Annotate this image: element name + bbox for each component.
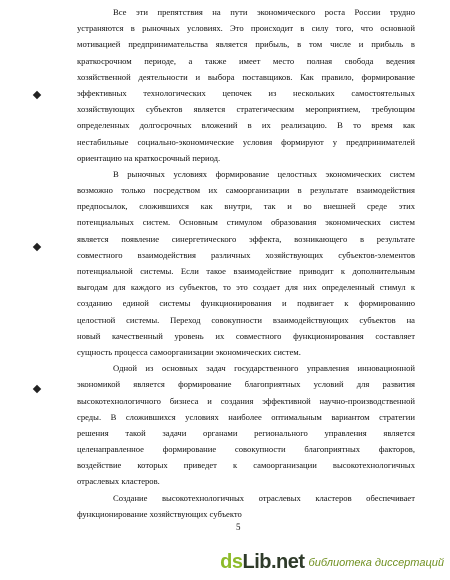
margin-mark: [33, 243, 41, 251]
text-line: краткосрочном периоде, а также имеет место полная свобода ведения: [77, 55, 415, 66]
text-line: решения такой задачи органами регионального управления является: [77, 427, 415, 438]
body-text: [77, 4, 415, 522]
text-line: сущность процесса самоорганизации экономических систем.: [77, 346, 301, 357]
text-line: потенциальной системы. Если такое взаимодействие приводит к дополнительным: [77, 266, 415, 276]
text-line: предпосылок, сложившихся как внутри, так и во внешней среде этих: [77, 201, 415, 212]
text-line: устраняются в рыночных условиях. Это происходит в силу того, что основной: [77, 23, 415, 34]
text-line: хозяйствующих субъектов является стратегическим мероприятием, требующим: [77, 104, 415, 115]
watermark-logo-suffix: Lib.net: [242, 551, 305, 573]
text-line: потенциальных систем. Основным стимулом образования экономических систем: [77, 217, 415, 228]
text-line: целенаправленное формирование совокупности благоприятных факторов,: [77, 444, 415, 455]
text-line: хозяйственной деятельности и выбора поставщиков. Как правило, формирование: [77, 71, 415, 82]
margin-mark: [33, 385, 41, 393]
paragraph-1: [77, 4, 415, 166]
text-line: воздействие которых приведет к самоорганизации высокотехнологичных: [77, 460, 415, 471]
text-line: нестабильные социально-экономические условия формируют у предпринимателей: [77, 136, 415, 147]
text-line: выгодам для каждого из субъектов, то это создает для них определенный стимул к: [77, 282, 415, 293]
text-line: новый качественный уровень их совместного функционирования составляет: [77, 330, 415, 341]
text-line: мотивацией предпринимательства является прибыль, в том числе и прибыль в: [77, 39, 415, 50]
text-line: функционирование хозяйствующих субъекто: [77, 508, 242, 519]
paragraph-3: [77, 360, 415, 490]
text-line: высокотехнологичного бизнеса и создания эффективной научно-производственной: [77, 395, 415, 406]
watermark-logo-prefix: ds: [220, 551, 243, 573]
text-line: совместного взаимодействия различных хозяйствующих субъектов-элементов: [77, 249, 415, 260]
text-line: среды. В сложившихся условиях наиболее оптимальным вариантом стратегии: [77, 411, 415, 422]
text-line: возможно только посредством их самоорганизации в результате взаимодействия: [77, 185, 415, 196]
text-line: экономикой является формирование благоприятных условий для развития: [77, 379, 415, 390]
text-line: Все эти препятствия на пути экономического роста России трудно: [113, 7, 415, 17]
text-line: В рыночных условиях формирование целостных экономических систем: [113, 168, 415, 179]
text-line: Создание высокотехнологичных отраслевых кластеров обеспечивает: [113, 492, 415, 503]
text-line: целостной системы. Переход совокупности взаимодействующих субъектов на: [77, 314, 415, 325]
watermark-caption: библиотека диссертаций: [308, 556, 444, 569]
paragraph-2: [77, 166, 415, 360]
text-line: определенных долгосрочных вложений в их реализацию. В то время как: [77, 120, 415, 131]
text-line: является появление синергетического эффекта, возникающего в результате: [77, 233, 415, 244]
margin-mark: [33, 91, 41, 99]
paragraph-4: [77, 490, 415, 522]
text-line: эффективных технологических цепочек из нескольких самостоятельных: [77, 87, 415, 98]
text-line: ориентацию на краткосрочный период.: [77, 152, 221, 163]
page-number: 5: [236, 522, 241, 532]
watermark: [220, 551, 444, 574]
watermark-logo: [220, 551, 304, 574]
text-line: отраслевых кластеров.: [77, 476, 160, 487]
text-line: Одной из основных задач государственного управления инновационной: [113, 363, 415, 374]
text-line: созданию единой системы функционирования и подвигает к формированию: [77, 298, 415, 309]
